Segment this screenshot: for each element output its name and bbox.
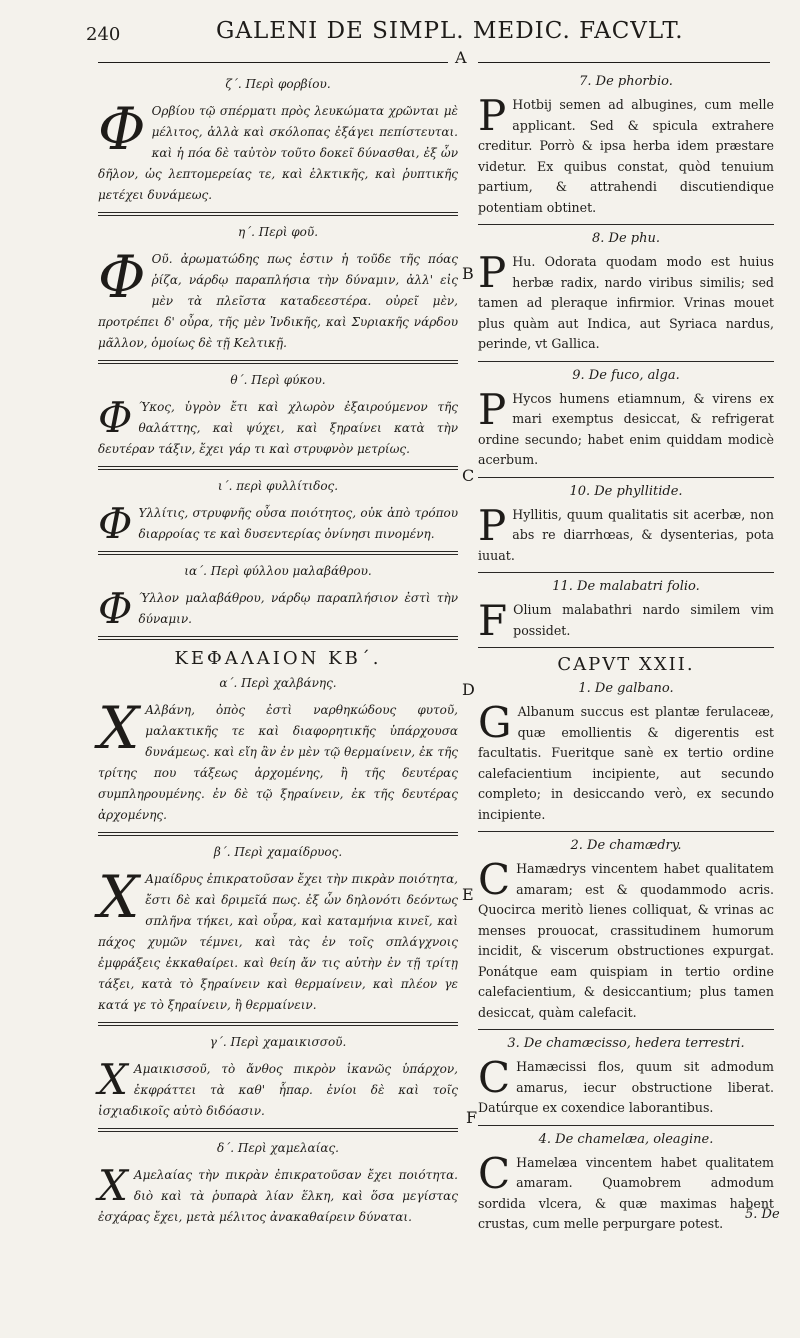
drop-initial: P <box>478 500 507 550</box>
entry-title: 1. De galbano. <box>578 681 674 696</box>
entry-text: Hamædrys vincentem habet qualitatem amaram; est & quodammodo acris. Quocirca meritò lienes colliquat, & vrinas ac menses prouocat, crassitudinem humorum incidit, & viscerum obstructiones expurgat. Ponátque eam quispiam in tertio ordine calefacientium, & desiccantium; plus tamen desiccat, quàm calefacit. <box>478 861 774 1020</box>
entry-title: 7. De phorbio. <box>579 74 673 89</box>
entry-title: 10. De phyllitide. <box>569 483 683 499</box>
greek-entry <box>98 74 458 206</box>
entry-text: Olium malabathri nardo similem vim possidet. <box>513 602 774 638</box>
greek-entry <box>98 370 458 460</box>
entry-title: 11. De malabatri folio. <box>552 579 700 594</box>
drop-initial: Χ <box>98 1055 128 1104</box>
latin-entry <box>478 681 774 825</box>
section-rule <box>478 831 774 832</box>
greek-entry <box>98 561 458 633</box>
entry-text: Albanum succus est plantæ ferulaceæ, quæ emollientis & digerentis est facultatis. Fueritque sanè ex tertio ordine calefacientium incipiente, aut secundo completo; in desiccando verò, ex secundo incipiente. <box>478 704 774 822</box>
section-rule <box>98 832 458 836</box>
entry-title: 2. De chamædry. <box>570 838 682 853</box>
greek-entry <box>98 1138 458 1228</box>
entry-title: γ΄. Περὶ χαμαικισσοῦ. <box>209 1035 347 1049</box>
margin-letter-d: D <box>462 680 475 699</box>
running-head: GALENI DE SIMPL. MEDIC. FACVLT. <box>216 18 684 44</box>
margin-letter-f: F <box>466 1108 478 1127</box>
latin-entry <box>478 1132 774 1235</box>
margin-letter-e: E <box>462 885 474 904</box>
entry-title: α΄. Περὶ χαλβάνης. <box>219 676 337 690</box>
drop-initial: P <box>478 91 507 140</box>
drop-initial: Χ <box>98 863 140 931</box>
latin-entry <box>478 838 774 1023</box>
section-rule <box>98 551 458 555</box>
page-number: 240 <box>86 24 121 45</box>
entry-text: Hotbij semen ad albugines, cum melle applicant. Sed & spicula extrahere creditur. Porrò & ipsa herba idem præstare videtur. Ex quibus constat, quòd tenuium partium, & attrahendi discutiendique potentiam obtinet. <box>478 97 774 215</box>
entry-title: δ΄. Περὶ χαμελαίας. <box>217 1141 339 1155</box>
section-rule <box>98 1128 458 1132</box>
entry-text: Ύκος, ὑγρὸν ἔτι καὶ χλωρὸν ἐξαιρούμενον τῆς θαλάττης, καὶ ψύχει, καὶ ξηραίνει κατὰ τὴν δευτέραν τάξιν, ἔχει γάρ τι καὶ στρυφνὸν μετρίως. <box>98 400 458 456</box>
drop-initial: Φ <box>98 584 133 633</box>
entry-text: Οῦ. ἀρωματώδης πως ἐστιν ἡ τοῦδε τῆς πόας ῥίζα, νάρδῳ παραπλήσια τὴν δύναμιν, ἀλλ' εἰς μὲν τὰ πλεῖστα καταδεεστέρα. οὐρεῖ μὲν, προτρέπει δ' οὖρα, τῆς μὲν Ἰνδικῆς, καὶ Συριακῆς νάρδου μᾶλλον, ὁμοίως δὲ τῇ Κελτικῇ. <box>98 252 458 350</box>
greek-entry <box>98 222 458 354</box>
drop-initial: Φ <box>98 393 133 442</box>
section-rule <box>98 1022 458 1026</box>
greek-entry <box>98 842 458 1016</box>
greek-entry <box>98 1032 458 1122</box>
section-rule <box>98 212 458 216</box>
latin-column <box>478 70 774 1235</box>
section-rule <box>478 572 774 573</box>
greek-entry <box>98 673 458 826</box>
entry-text: Υλλίτις, στρυφνῆς οὖσα ποιότητος, οὐκ ἀπὸ τρόπου διαρροίας τε καὶ δυσεντερίας ὀνίνησι πινομένη. <box>138 506 458 541</box>
section-rule <box>98 360 458 364</box>
latin-entry <box>478 579 774 645</box>
latin-entry <box>478 368 774 471</box>
drop-initial: P <box>478 384 507 434</box>
latin-entry <box>478 74 774 218</box>
drop-initial: P <box>478 248 507 297</box>
margin-letter-c: C <box>462 466 475 485</box>
drop-initial: G <box>478 698 512 747</box>
chapter-heading: ΚΕΦΑΛΑΙΟΝ ΚΒ΄. <box>174 648 382 669</box>
chapter-heading: CAPVT XXII. <box>557 654 695 675</box>
section-rule <box>478 1029 774 1030</box>
latin-entry <box>478 484 774 567</box>
entry-title: 9. De fuco, alga. <box>572 367 680 383</box>
entry-text: Αλβάνη, ὀπὸς ἐστὶ ναρθηκώδους φυτοῦ, μαλακτικῆς τε καὶ διαφορητικῆς ὑπάρχουσα δυνάμεως. καὶ εἴη ἂν ἐν μὲν τῷ θερμαίνειν, ἐκ τῆς τρίτης που τάξεως ἀρχομένης, ἢ τῆς δευτέρας συμπληρουμένης. ἐν δὲ τῷ ξηραίνειν, ἐκ τῆς δευτέρας ἀρχομένης. <box>98 703 458 822</box>
entry-title: θ΄. Περὶ φύκου. <box>230 373 326 387</box>
drop-initial: C <box>478 1053 511 1102</box>
entry-text: Ύλλον μαλαβάθρου, νάρδῳ παραπλήσιον ἐστὶ τὴν δύναμιν. <box>138 591 458 626</box>
section-rule <box>478 477 774 478</box>
drop-initial: Χ <box>98 1161 128 1210</box>
section-rule <box>478 647 774 648</box>
entry-text: Αμελαίας τὴν πικρὰν ἐπικρατοῦσαν ἔχει ποιότητα. διὸ καὶ τὰ ῥυπαρὰ λίαν ἕλκη, καὶ ὅσα μεγίστας ἐσχάρας ἔχει, μετὰ μέλιτος ἀνακαθαίρειν δύναται. <box>98 1168 458 1224</box>
section-rule <box>478 361 774 362</box>
latin-entry <box>478 1036 774 1119</box>
drop-initial: C <box>478 855 511 904</box>
entry-text: Αμαικισσοῦ, τὸ ἄνθος πικρὸν ἱκανῶς ὑπάρχον, ἐκφράττει τὰ καθ' ἧπαρ. ἐνίοι δὲ καὶ τοῖς ἰσχιαδικοῖς αὐτὸ διδόασιν. <box>98 1062 458 1118</box>
entry-text: Ορβίου τῷ σπέρματι πρὸς λευκώματα χρῶνται μὲ μέλιτος, ἀλλὰ καὶ σκόλοπας ἐξάγει πεπίστευται. καὶ ἡ πόα δὲ ταὐτὸν τοῦτο δοκεῖ δύνασθαι, ἐξ ὧν δῆλον, ὡς λεπτομερείας τε, καὶ ἑλκτικῆς, καὶ ῥυπτικῆς μετέχει δυνάμεως. <box>98 104 458 202</box>
margin-letter-a: A <box>455 48 467 67</box>
drop-initial: Φ <box>98 95 146 163</box>
latin-entry <box>478 231 774 355</box>
greek-entry <box>98 476 458 548</box>
entry-title: ια΄. Περὶ φύλλου μαλαβάθρου. <box>184 564 372 578</box>
entry-title: ι΄. περὶ φυλλίτιδος. <box>217 479 339 493</box>
section-rule <box>98 466 458 470</box>
drop-initial: F <box>478 596 508 645</box>
entry-title: 8. De phu. <box>592 231 660 246</box>
entry-title: η΄. Περὶ φοῦ. <box>237 225 319 239</box>
entry-title: ζ΄. Περὶ φορβίου. <box>225 77 331 91</box>
entry-title: 4. De chamelæa, oleagine. <box>538 1131 714 1147</box>
catchword: 5. De <box>745 1207 780 1222</box>
drop-initial: Χ <box>98 694 140 762</box>
section-rule <box>478 1125 774 1126</box>
greek-column <box>98 70 458 1228</box>
entry-text: Hyllitis, quum qualitatis sit acerbæ, non abs re diarrhœas, & dysenterias, pota iuuat. <box>478 506 774 563</box>
entry-title: β΄. Περὶ χαμαίδρυος. <box>213 845 343 859</box>
header-rule-left <box>98 62 448 63</box>
section-rule <box>98 636 458 640</box>
entry-text: Αμαίδρυς ἐπικρατοῦσαν ἔχει τὴν πικρὰν ποιότητα, ἔστι δὲ καὶ δριμεῖά πως. ἐξ ὧν δηλονότι δεόντως σπλῆνα τήκει, καὶ οὖρα, καὶ καταμήνια κινεῖ, καὶ πάχος χυμῶν τέμνει, καὶ τὰς ἐν τοῖς σπλάγχνοις ἐμφράξεις ἐκκαθαίρει. καὶ θείη ἄν τις αὐτὴν ἐν τῇ τρίτῃ τάξει, κατὰ τὸ ξηραίνειν καὶ θερμαίνειν, καὶ πλέον γε κατά γε τὸ ξηραίνειν, ἢ θερμαίνειν. <box>98 872 458 1012</box>
section-rule <box>478 224 774 225</box>
drop-initial: Φ <box>98 243 146 311</box>
entry-text: Hamæcissi flos, quum sit admodum amarus, iecur obstructione liberat. Datúrque ex coxendice laborantibus. <box>478 1059 774 1115</box>
margin-letter-b: B <box>462 264 474 283</box>
drop-initial: C <box>478 1148 511 1198</box>
header-rule-right <box>478 62 770 63</box>
entry-text: Hu. Odorata quodam modo est huius herbæ radix, nardo viribus similis; sed tamen ad pleraque infirmior. Vrinas mouet plus quàm aut Indica, aut Syriaca nardus, perinde, vt Gallica. <box>478 254 774 351</box>
entry-text: Hycos humens etiamnum, & virens ex mari exemptus desiccat, & refrigerat ordine secundo; habet enim quiddam modicè acerbum. <box>478 390 774 467</box>
drop-initial: Φ <box>98 499 133 548</box>
entry-text: Hamelæa vincentem habet qualitatem amaram. Quamobrem admodum sordida vlcera, & quæ maximas habent crustas, cum melle perpurgare potest. <box>478 1154 774 1231</box>
entry-title: 3. De chamæcisso, hedera terrestri. <box>507 1036 745 1051</box>
